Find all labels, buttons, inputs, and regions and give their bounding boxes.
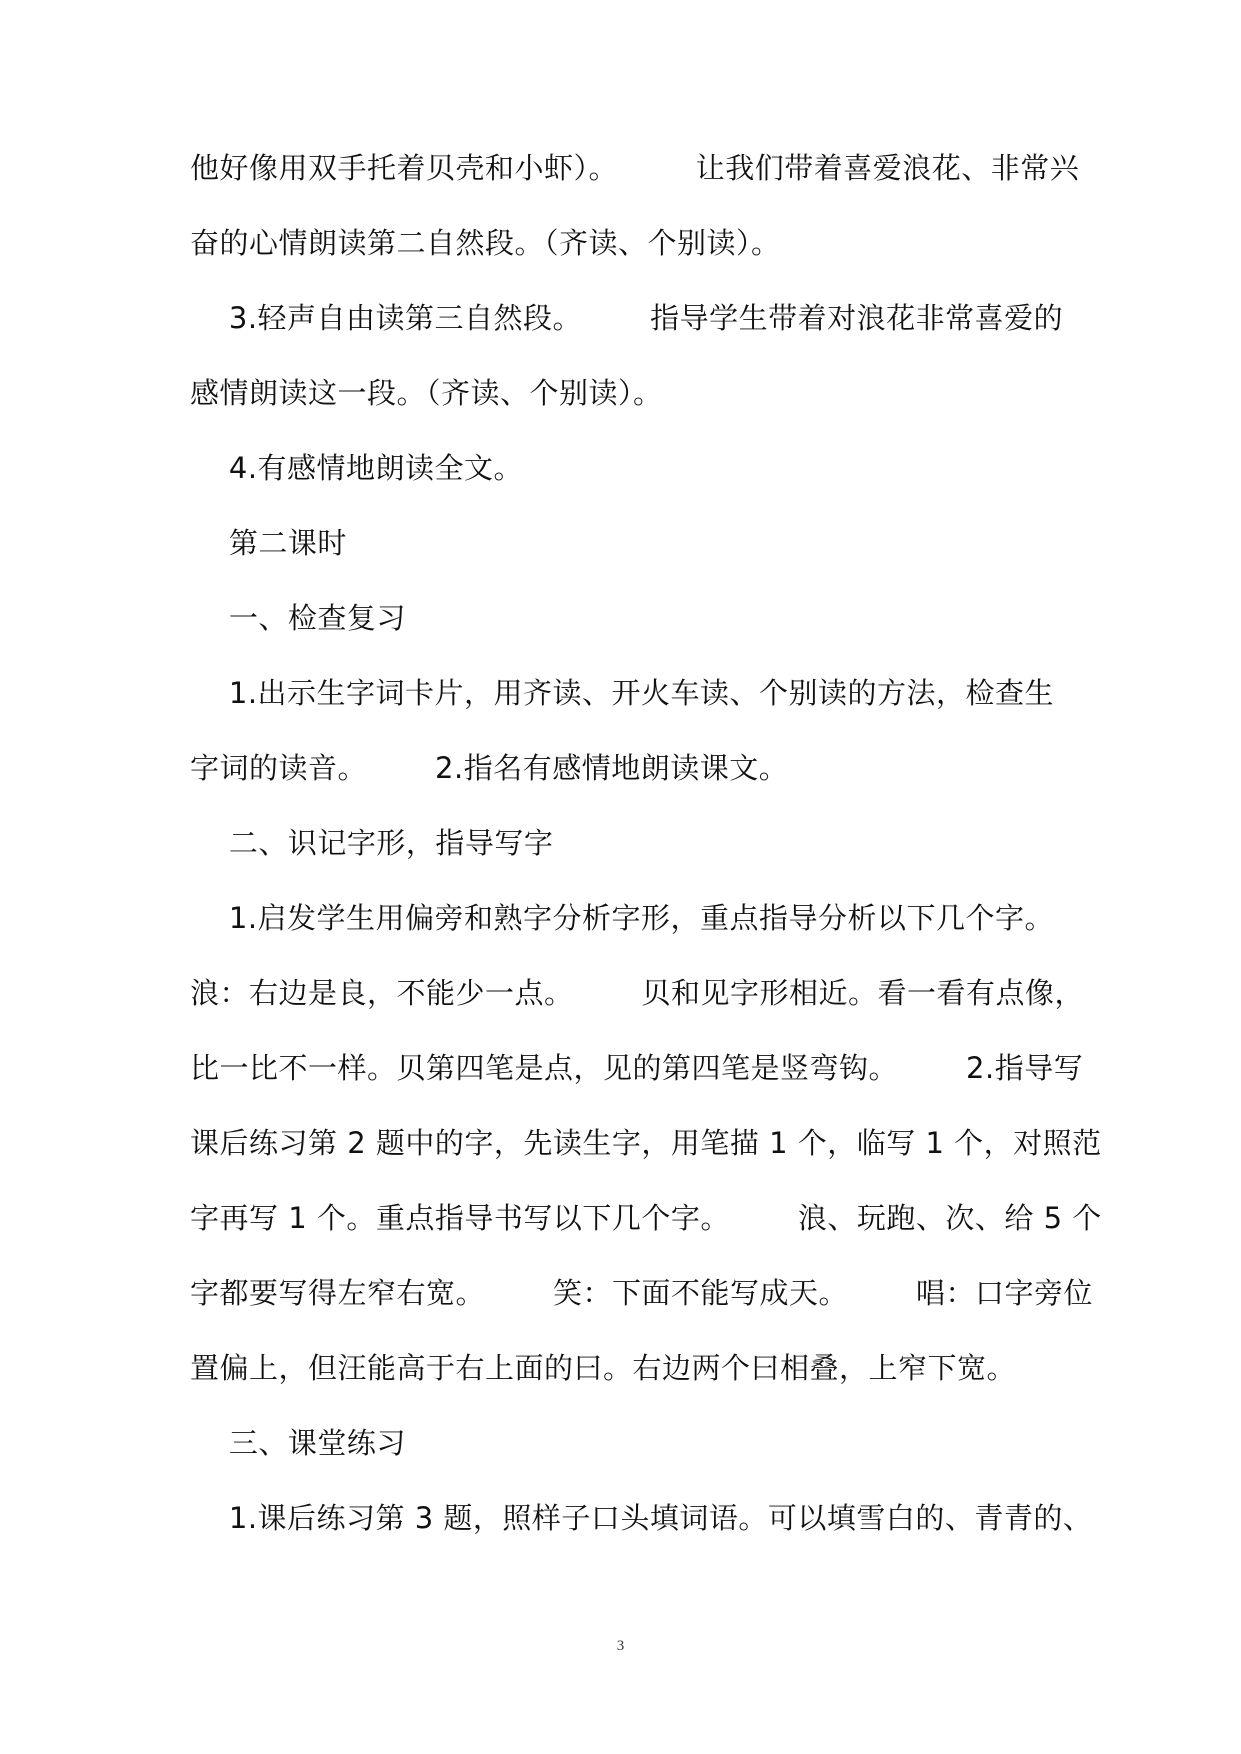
text-line-9: 字词的读音。 2.指名有感情地朗读课文。 bbox=[190, 751, 789, 785]
section-heading-review: 一、检查复习 bbox=[190, 601, 406, 635]
text-line-15: 字再写 1 个。重点指导书写以下几个字。 浪、玩跑、次、给 5 个 bbox=[190, 1201, 1102, 1235]
section-heading-writing: 二、识记字形，指导写字 bbox=[190, 826, 554, 860]
text-line-11: 1.启发学生用偏旁和熟字分析字形，重点指导分析以下几个字。 bbox=[190, 901, 1055, 935]
text-line-13: 比一比不一样。贝第四笔是点，见的第四笔是竖弯钩。 2.指导写 bbox=[190, 1051, 1084, 1085]
text-line-5: 4.有感情地朗读全文。 bbox=[190, 451, 524, 485]
text-line-14: 课后练习第 2 题中的字，先读生字，用笔描 1 个，临写 1 个，对照范 bbox=[190, 1126, 1102, 1160]
section-heading-lesson-two: 第二课时 bbox=[190, 526, 347, 560]
text-line-16: 字都要写得左窄右宽。 笑：下面不能写成天。 唱：口字旁位 bbox=[190, 1276, 1094, 1310]
text-line-19: 1.课后练习第 3 题，照样子口头填词语。可以填雪白的、青青的、 bbox=[190, 1501, 1093, 1535]
page-number: 3 bbox=[616, 1638, 625, 1654]
text-line-3: 3.轻声自由读第三自然段。 指导学生带着对浪花非常喜爱的 bbox=[190, 301, 1064, 335]
section-heading-practice: 三、课堂练习 bbox=[190, 1426, 406, 1460]
text-line-8: 1.出示生字词卡片，用齐读、开火车读、个别读的方法，检查生 bbox=[190, 676, 1055, 710]
text-line-1: 他好像用双手托着贝壳和小虾）。 让我们带着喜爱浪花、非常兴 bbox=[190, 151, 1080, 185]
text-line-17: 置偏上，但汪能高于右上面的曰。右边两个曰相叠，上窄下宽。 bbox=[190, 1351, 1017, 1385]
text-line-4: 感情朗读这一段。（齐读、个别读）。 bbox=[190, 376, 663, 410]
text-line-2: 奋的心情朗读第二自然段。（齐读、个别读）。 bbox=[190, 226, 781, 260]
text-line-12: 浪：右边是良，不能少一点。 贝和见字形相近。看一看有点像， bbox=[190, 976, 1085, 1010]
